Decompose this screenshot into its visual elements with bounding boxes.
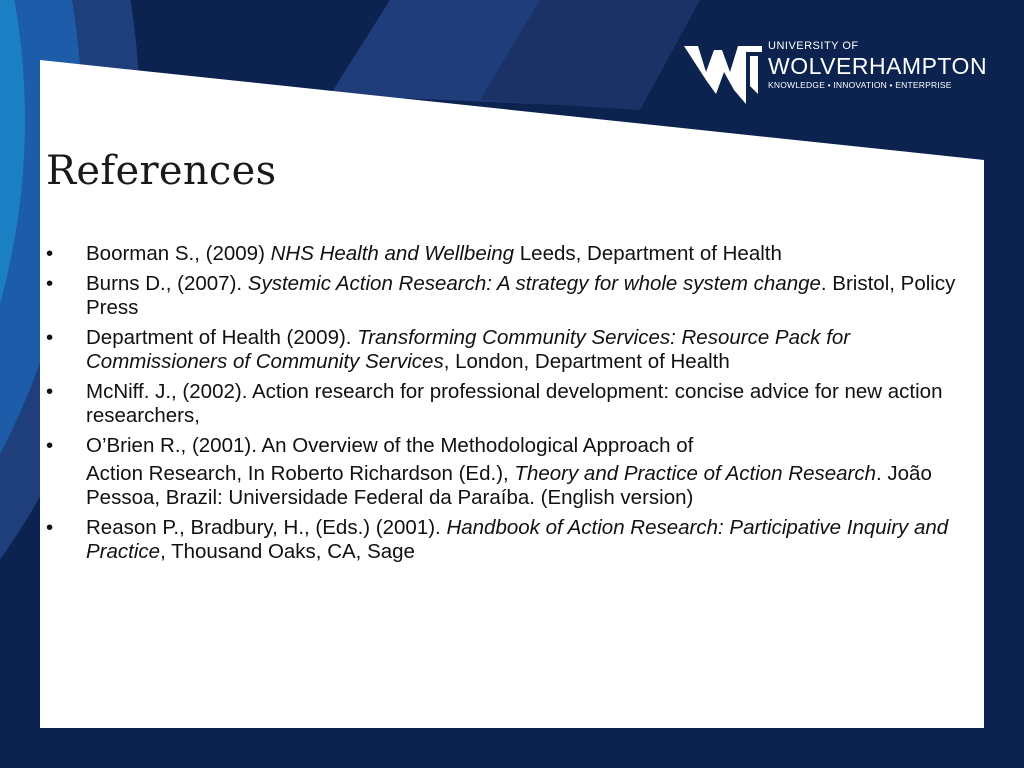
bullet: • [46, 242, 54, 265]
reference-item: • Department of Health (2009). Transforming Community Services: Resource Pack for Commissioners of Community Services, London, Department of Health [46, 326, 851, 373]
bullet: • [46, 380, 54, 403]
reference-item: • Boorman S., (2009) NHS Health and Wellbeing Leeds, Department of Health [46, 242, 782, 265]
logo-line2: WOLVERHAMPTON [768, 53, 988, 79]
reference-item: • O’Brien R., (2001). An Overview of the Methodological Approach of [46, 434, 694, 457]
wolverhampton-emblem-icon [684, 42, 762, 106]
logo-line1: UNIVERSITY OF [768, 40, 859, 52]
bullet: • [46, 516, 54, 539]
reference-list [46, 242, 966, 570]
top-right-stripes [330, 0, 700, 110]
reference-continuation: Action Research, In Roberto Richardson (Ed.), Theory and Practice of Action Research. João Pessoa, Brazil: Universidade Federal da Paraíba. (English version) [86, 462, 932, 509]
university-logo [684, 40, 988, 106]
logo-tagline: KNOWLEDGE • INNOVATION • ENTERPRISE [768, 80, 952, 90]
reference-item: • Burns D., (2007). Systemic Action Research: A strategy for whole system change. Bristol, Policy Press [46, 272, 956, 319]
page-title: References [46, 148, 277, 194]
bullet: • [46, 434, 54, 457]
bullet: • [46, 272, 54, 295]
reference-item: • McNiff. J., (2002). Action research for professional development: concise advice for new action researchers, [46, 380, 943, 427]
reference-item: • Reason P., Bradbury, H., (Eds.) (2001). Handbook of Action Research: Participative Inquiry and Practice, Thousand Oaks, CA, Sage [46, 516, 949, 563]
bullet: • [46, 326, 54, 349]
